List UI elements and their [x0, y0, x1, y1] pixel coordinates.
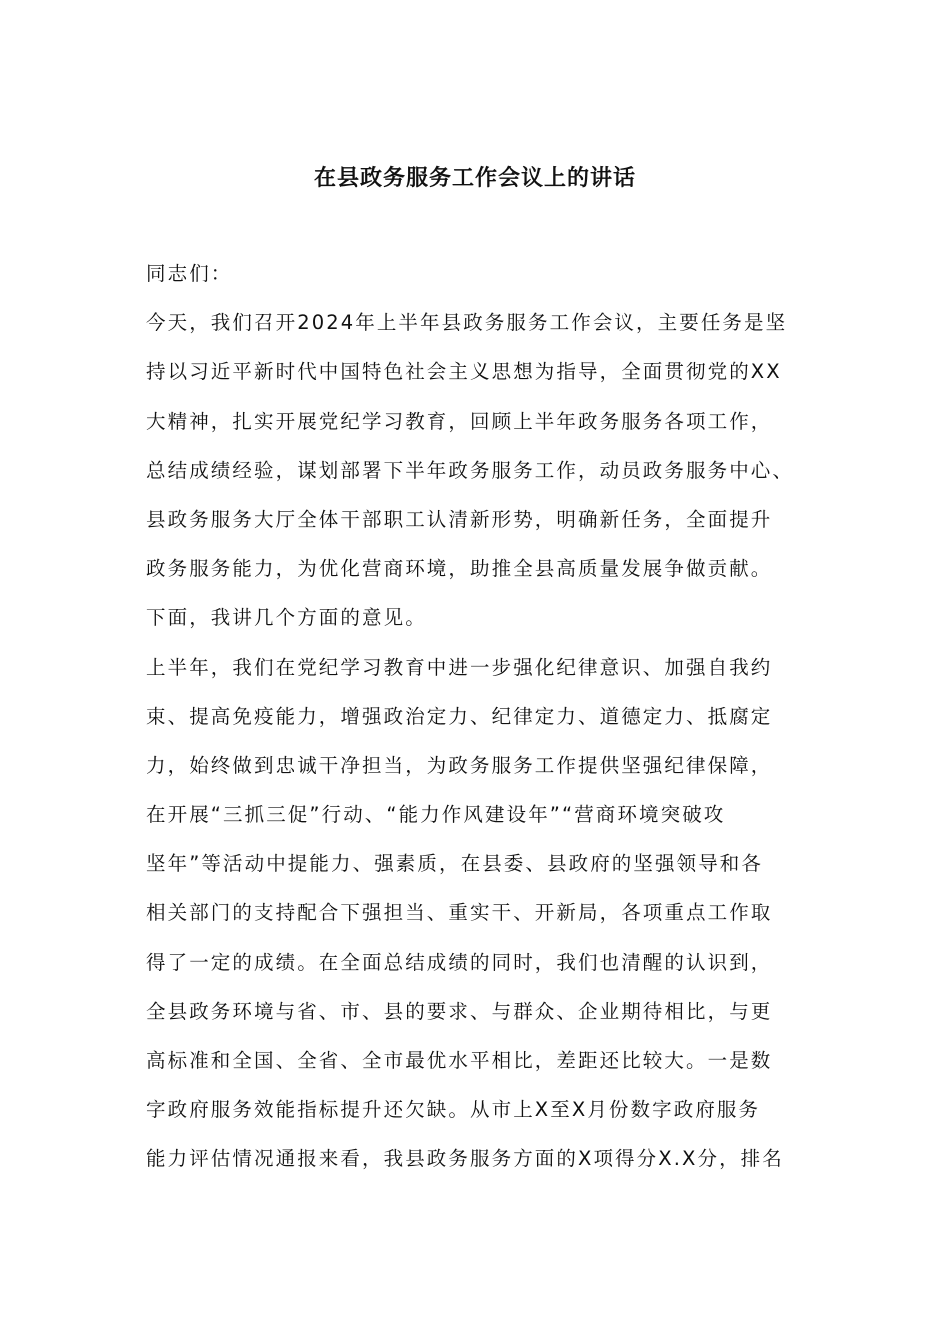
body-line: 上半年，我们在党纪学习教育中进一步强化纪律意识、加强自我约 — [146, 655, 773, 679]
body-line: 在开展“三抓三促”行动、“能力作风建设年”“营商环境突破攻 — [146, 803, 726, 827]
body-line: 大精神，扎实开展党纪学习教育，回顾上半年政务服务各项工作， — [146, 409, 773, 433]
body-line: 字政府服务效能指标提升还欠缺。从市上X至X月份数字政府服务 — [146, 1098, 761, 1122]
body-line: 力，始终做到忠诚干净担当，为政务服务工作提供坚强纪律保障， — [146, 753, 773, 777]
body-line: 下面，我讲几个方面的意见。 — [146, 606, 427, 630]
body-line: 坚年”等活动中提能力、强素质，在县委、县政府的坚强领导和各 — [146, 852, 764, 876]
body-line: 得了一定的成绩。在全面总结成绩的同时，我们也清醒的认识到， — [146, 950, 773, 974]
body-line: 能力评估情况通报来看，我县政务服务方面的X项得分X.X分，排名 — [146, 1147, 784, 1171]
document-title: 在县政务服务工作会议上的讲话 — [313, 165, 636, 191]
salutation-line: 同志们： — [146, 262, 233, 285]
body-line: 总结成绩经验，谋划部署下半年政务服务工作，动员政务服务中心、 — [146, 458, 795, 482]
body-line: 政务服务能力，为优化营商环境，助推全县高质量发展争做贡献。 — [146, 557, 773, 581]
body-line: 高标准和全国、全省、全市最优水平相比，差距还比较大。一是数 — [146, 1049, 773, 1072]
document-body — [146, 249, 826, 1184]
body-line: 持以习近平新时代中国特色社会主义思想为指导，全面贯彻党的XX — [146, 360, 782, 384]
body-line: 全县政务环境与省、市、县的要求、与群众、企业期待相比，与更 — [146, 999, 773, 1023]
body-line: 束、提高免疫能力，增强政治定力、纪律定力、道德定力、抵腐定 — [146, 704, 773, 728]
body-line: 今天，我们召开2024年上半年县政务服务工作会议，主要任务是坚 — [146, 311, 788, 335]
body-line: 相关部门的支持配合下强担当、重实干、开新局，各项重点工作取 — [146, 901, 773, 925]
body-line: 县政务服务大厅全体干部职工认清新形势，明确新任务，全面提升 — [146, 507, 773, 531]
